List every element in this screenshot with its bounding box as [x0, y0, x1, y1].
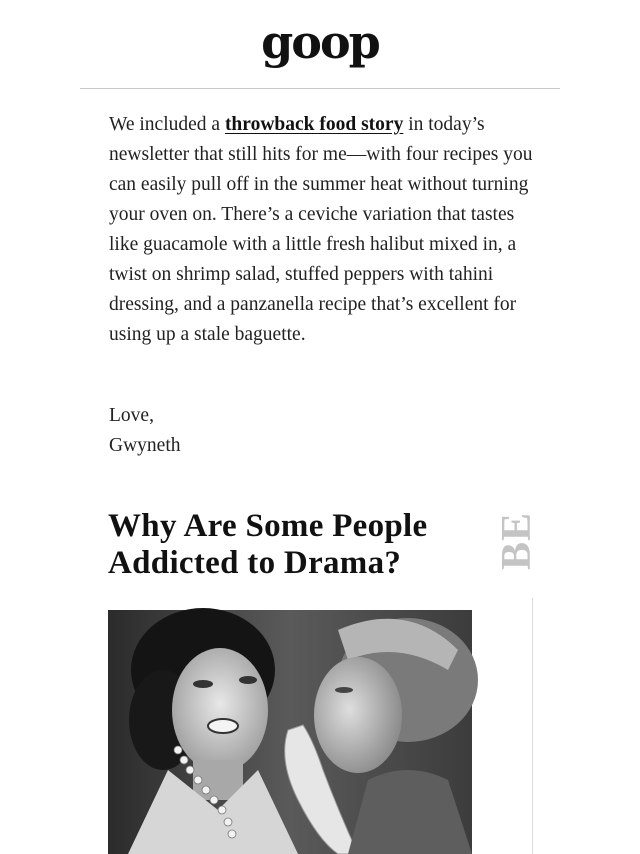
- article-photo[interactable]: [108, 610, 472, 854]
- section-side-label-text: BE: [494, 511, 540, 570]
- signoff-love: Love,: [109, 405, 154, 426]
- women-whispering-photo-icon: [108, 610, 472, 854]
- header-divider: [80, 88, 560, 89]
- letter-text-after-link: in today’s newsletter that still hits for me—with four recipes you can easily pull off in the summer heat without turning your oven on. There’s a ceviche variation that tastes like guacamole with a little fresh halibut mixed in, a twist on shrimp salad, stuffed peppers with tahini dressing, and a panzanella recipe that’s excellent for using up a stale baguette.: [109, 114, 533, 345]
- letter-body: [109, 110, 539, 350]
- vertical-divider: [532, 598, 533, 854]
- header: [0, 0, 640, 88]
- signoff-name: Gwyneth: [109, 435, 181, 456]
- signoff: [109, 401, 181, 461]
- section-side-label: [494, 506, 540, 572]
- throwback-food-story-link[interactable]: throwback food story: [224, 114, 404, 135]
- article-title[interactable]: Why Are Some People Addicted to Drama?: [108, 508, 428, 581]
- letter-text-before-link: We included a: [109, 114, 225, 135]
- goop-logo[interactable]: goop: [261, 15, 379, 69]
- letter-paragraph: [109, 110, 539, 350]
